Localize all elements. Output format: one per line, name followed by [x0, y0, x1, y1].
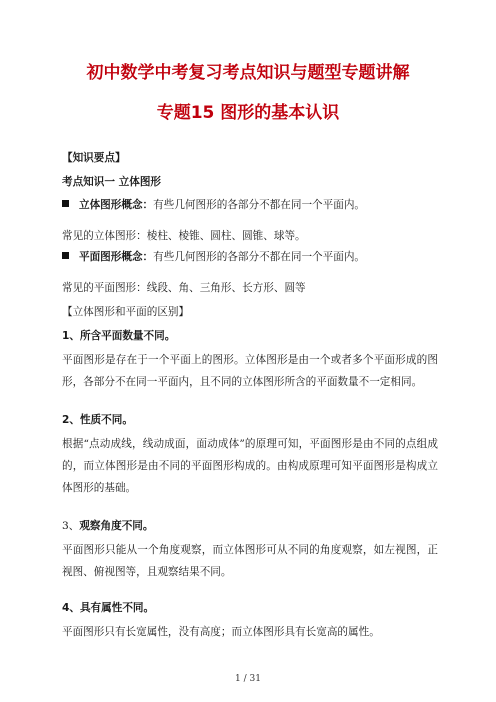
square-bullet-icon [62, 200, 69, 207]
page-number: 1 / 31 [235, 674, 261, 684]
point-heading: 4、具有属性不同。 [62, 602, 155, 614]
document-title: 初中数学中考复习考点知识与题型专题讲解 [86, 63, 410, 83]
square-bullet-icon [62, 252, 69, 259]
plane-definition-text: 有些几何图形的各部分不都在同一个平面内。 [153, 251, 366, 263]
topic-heading: 考点知识一 立体图形 [62, 176, 162, 188]
point-heading [62, 519, 154, 533]
point-body: 根据“点动成线，线动成面，面动成体”的原理可知，平面图形是由不同的点组成的，而立体图形是由不同的平面图形构成的。由构成原理可知平面图形是构成立体图形的基础。 [62, 438, 438, 494]
point-body: 平面图形只有长宽属性，没有高度；而立体图形具有长宽高的属性。 [62, 626, 380, 638]
plane-definition [62, 250, 365, 264]
document-subtitle: 专题15 图形的基本认识 [156, 103, 340, 123]
point-heading: 2、性质不同。 [62, 414, 133, 426]
difference-header: 【立体图形和平面的区别】 [62, 306, 190, 318]
solid-definition [62, 198, 365, 212]
solid-examples: 常见的立体图形：棱柱、棱锥、圆柱、圆锥、球等。 [62, 230, 306, 242]
point-heading-text: 观察角度不同。 [79, 520, 154, 532]
plane-examples: 常见的平面图形：线段、角、三角形、长方形、圆等 [62, 282, 306, 294]
section-header: 【知识要点】 [62, 152, 126, 164]
point-number: 3、 [62, 520, 80, 532]
plane-definition-label: 平面图形概念： [79, 251, 154, 263]
point-body: 平面图形只能从一个角度观察，而立体图形可从不同的角度观察，如左视图，正视图、俯视图等，且观察结果不同。 [62, 544, 438, 578]
point-heading: 1、所含平面数量不同。 [62, 330, 176, 342]
point-body: 平面图形是存在于一个平面上的图形。立体图形是由一个或者多个平面形成的图形，各部分不在同一平面内，且不同的立体图形所含的平面数量不一定相同。 [62, 354, 438, 388]
solid-definition-label: 立体图形概念： [79, 199, 154, 211]
solid-definition-text: 有些几何图形的各部分不都在同一个平面内。 [153, 199, 366, 211]
